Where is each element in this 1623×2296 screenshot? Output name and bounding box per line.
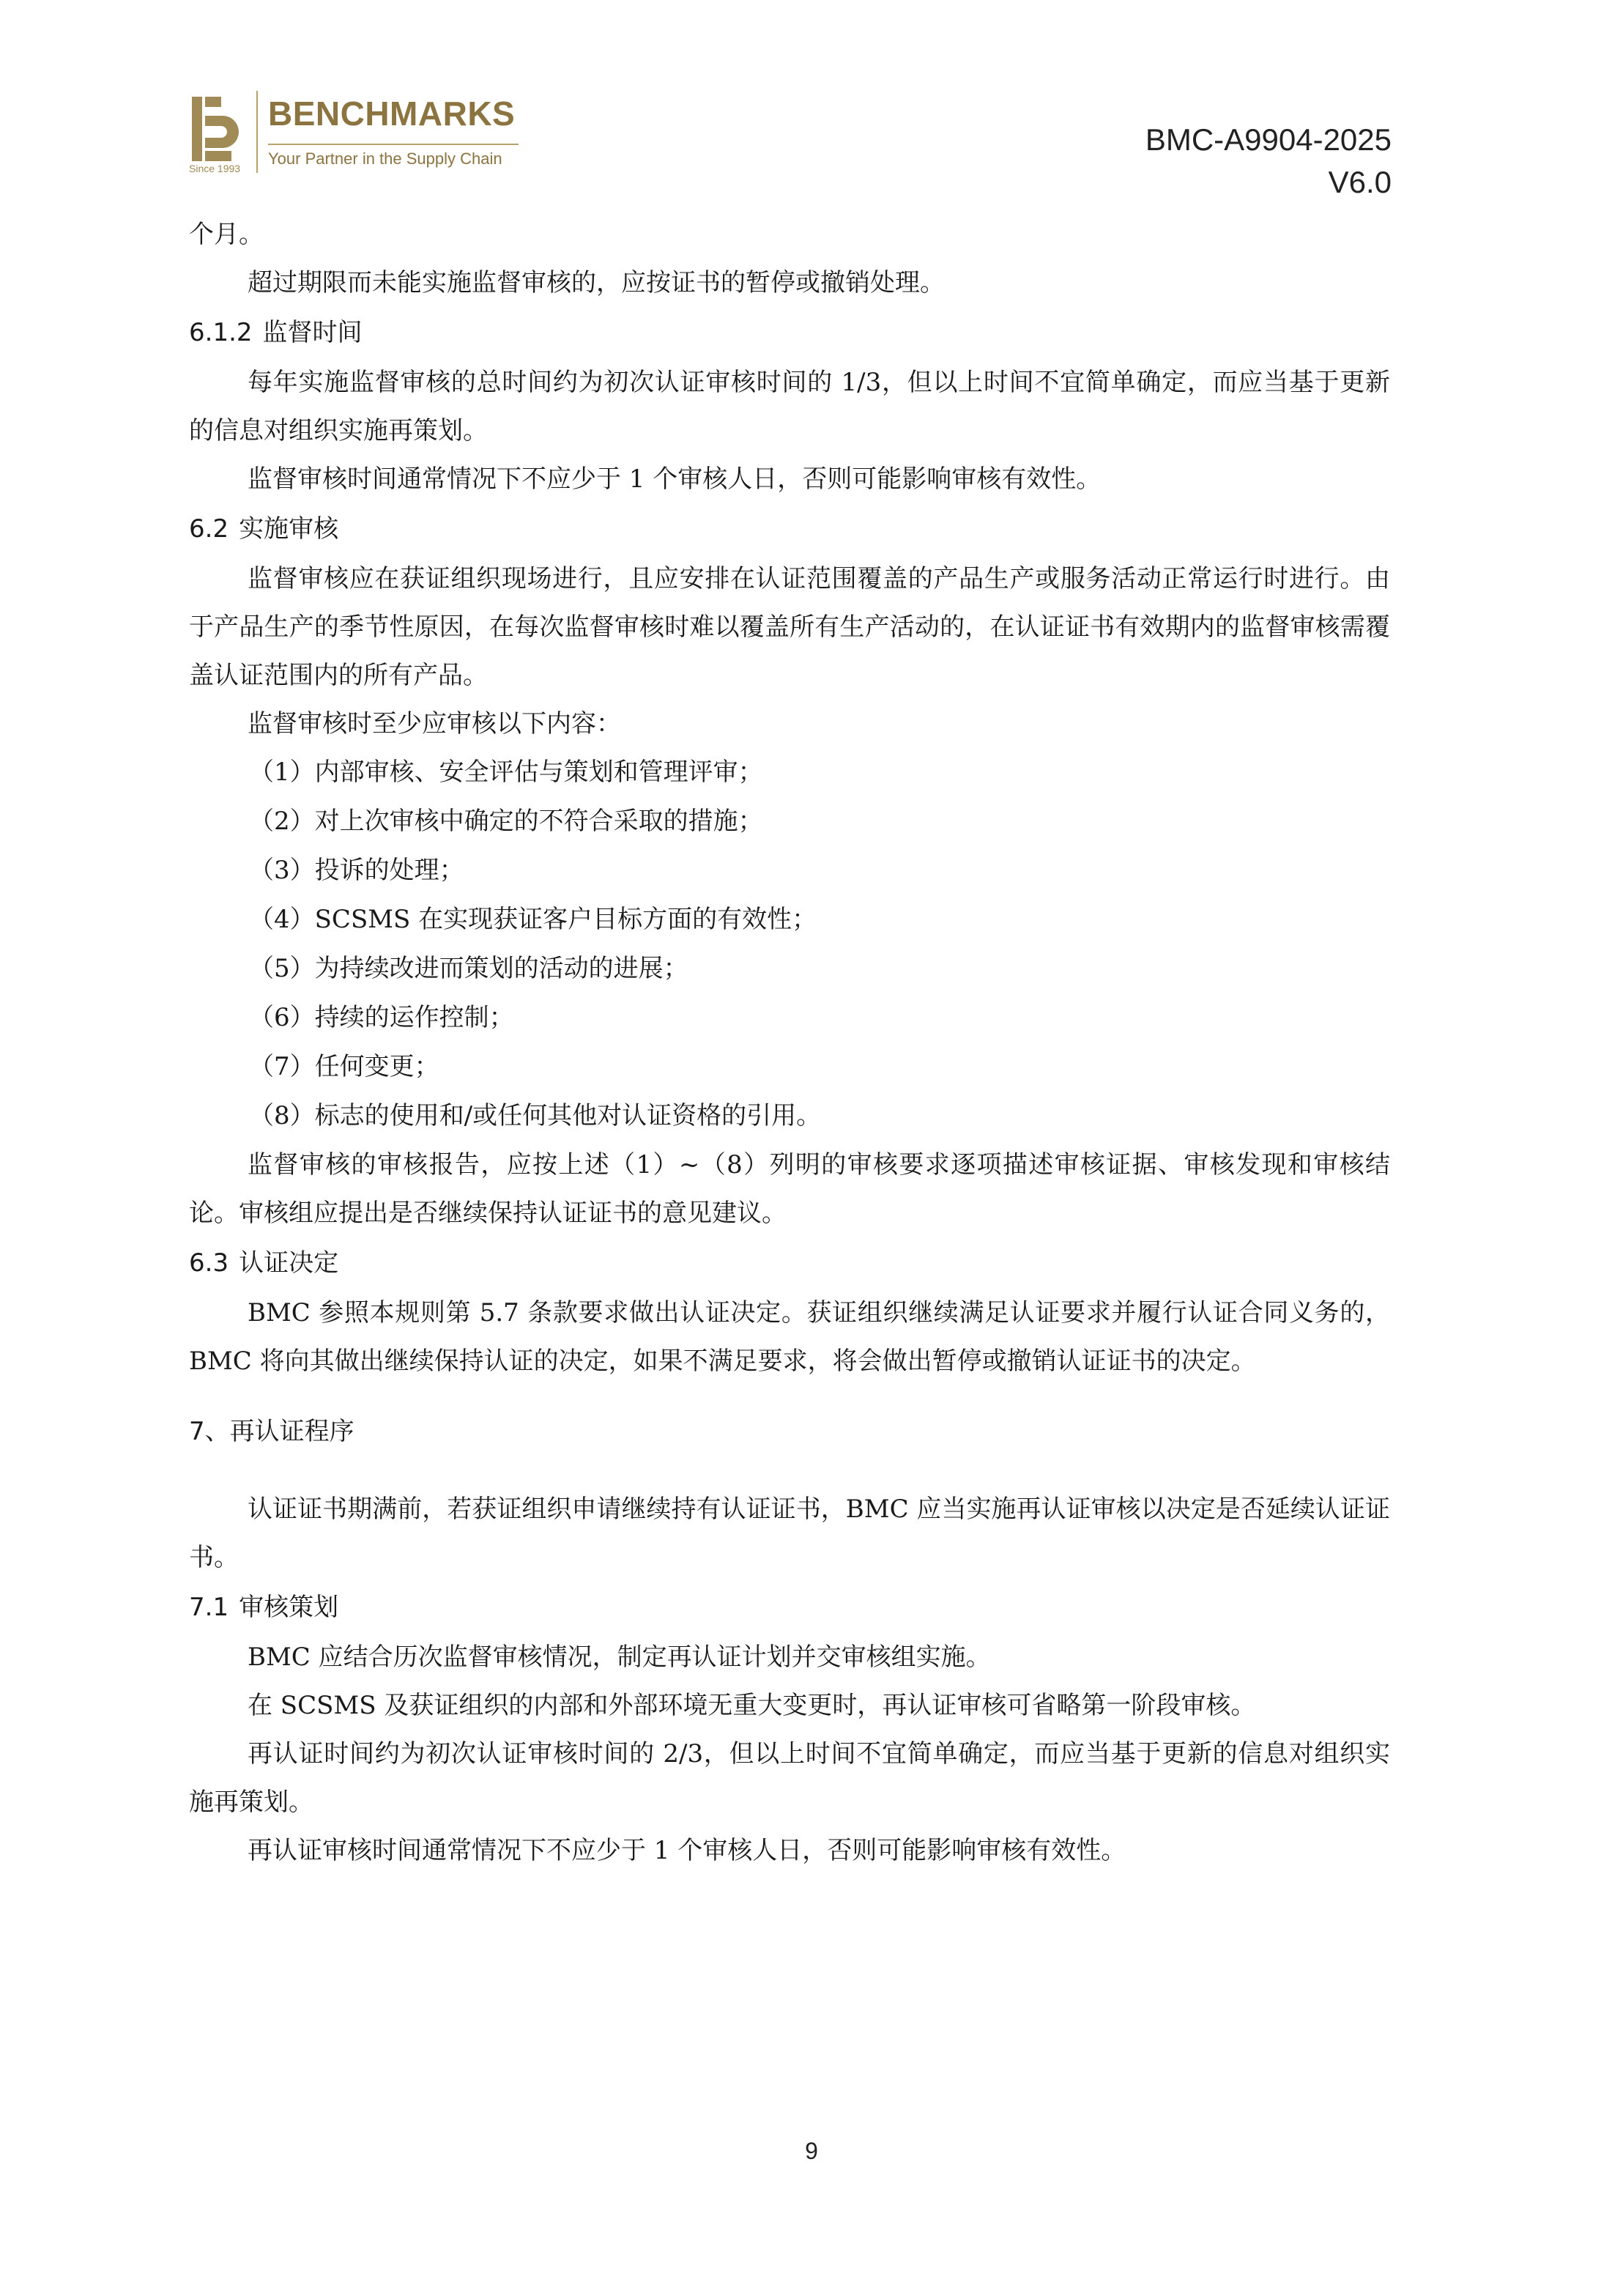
list-item: （1）内部审核、安全评估与策划和管理评审；: [249, 758, 763, 787]
logo-tagline: Your Partner in the Supply Chain: [268, 149, 502, 168]
paragraph-continuation: 个月。: [189, 220, 264, 249]
logo-divider: [256, 91, 258, 173]
list-item: （7）任何变更；: [249, 1052, 439, 1081]
paragraph-6-1-2-a: 每年实施监督审核的总时间约为初次认证审核时间的 1/3，但以上时间不宜简单确定，而应当基于更新的信息对组织实施再策划。: [189, 368, 1390, 445]
paragraph-7-1-c: 再认证时间约为初次认证审核时间的 2/3，但以上时间不宜简单确定，而应当基于更新的信息对组织实施再策划。: [189, 1739, 1390, 1817]
document-code: BMC-A9904-2025: [1145, 122, 1392, 157]
paragraph-7-1-b: 在 SCSMS 及获证组织的内部和外部环境无重大变更时，再认证审核可省略第一阶段审核。: [248, 1691, 1256, 1720]
list-item: （5）为持续改进而策划的活动的进展；: [249, 954, 688, 983]
logo-name: BENCHMARKS: [268, 95, 516, 133]
heading-title: 监督时间: [262, 318, 363, 347]
paragraph-6-2-b: 监督审核时至少应审核以下内容：: [248, 709, 621, 738]
logo-since-text: Since 1993: [189, 163, 241, 174]
heading-title: 再认证程序: [229, 1417, 354, 1446]
page-content: [189, 210, 1390, 1875]
list-item: （6）持续的运作控制；: [249, 1003, 514, 1032]
heading-7: [189, 1406, 1390, 1457]
heading-number: 7.1: [189, 1593, 229, 1622]
logo-rule: [268, 144, 519, 145]
heading-number: 6.3: [189, 1248, 229, 1278]
paragraph-7-1-a: BMC 应结合历次监督审核情况，制定再认证计划并交审核组实施。: [248, 1643, 991, 1672]
heading-number: 6.2: [189, 514, 229, 544]
page-number: 9: [805, 2138, 818, 2164]
paragraph-overdue: 超过期限而未能实施监督审核的，应按证书的暂停或撤销处理。: [248, 268, 945, 297]
document-reference: [1145, 119, 1392, 204]
heading-number: 7、: [189, 1417, 230, 1446]
paragraph-7: 认证证书期满前，若获证组织申请继续持有认证证书，BMC 应当实施再认证审核以决定是否延续认证证书。: [189, 1495, 1390, 1572]
heading-title: 认证决定: [239, 1248, 339, 1278]
list-item: （8）标志的使用和/或任何其他对认证资格的引用。: [249, 1101, 822, 1130]
company-logo: [189, 86, 526, 182]
list-item: （2）对上次审核中确定的不符合采取的措施；: [249, 807, 763, 836]
paragraph-6-3: BMC 参照本规则第 5.7 条款要求做出认证决定。获证组织继续满足认证要求并履行认证合同义务的，BMC 将向其做出继续保持认证的决定，如果不满足要求，将会做出暂停或撤销认证证书的决定。: [189, 1298, 1390, 1376]
heading-title: 实施审核: [239, 514, 339, 544]
heading-6-2: [189, 503, 1390, 555]
paragraph-6-2-c: 监督审核的审核报告，应按上述（1）~（8）列明的审核要求逐项描述审核证据、审核发现和审核结论。审核组应提出是否继续保持认证证书的意见建议。: [189, 1150, 1390, 1228]
benchmarks-logo-icon: [189, 94, 242, 167]
paragraph-6-1-2-b: 监督审核时间通常情况下不应少于 1 个审核人日，否则可能影响审核有效性。: [248, 464, 1102, 494]
paragraph-7-1-d: 再认证审核时间通常情况下不应少于 1 个审核人日，否则可能影响审核有效性。: [248, 1836, 1126, 1865]
list-item: （3）投诉的处理；: [249, 856, 464, 885]
heading-7-1: [189, 1582, 1390, 1633]
heading-number: 6.1.2: [189, 318, 253, 347]
document-version: V6.0: [1328, 165, 1392, 199]
list-item: （4）SCSMS 在实现获证客户目标方面的有效性；: [249, 905, 817, 934]
heading-6-1-2: [189, 307, 1390, 358]
paragraph-6-2-a: 监督审核应在获证组织现场进行，且应安排在认证范围覆盖的产品生产或服务活动正常运行时进行。由于产品生产的季节性原因，在每次监督审核时难以覆盖所有生产活动的，在认证证书有效期内的监督审核需覆盖认证范围内的所有产品。: [189, 564, 1390, 690]
heading-6-3: [189, 1237, 1390, 1289]
heading-title: 审核策划: [239, 1593, 339, 1622]
